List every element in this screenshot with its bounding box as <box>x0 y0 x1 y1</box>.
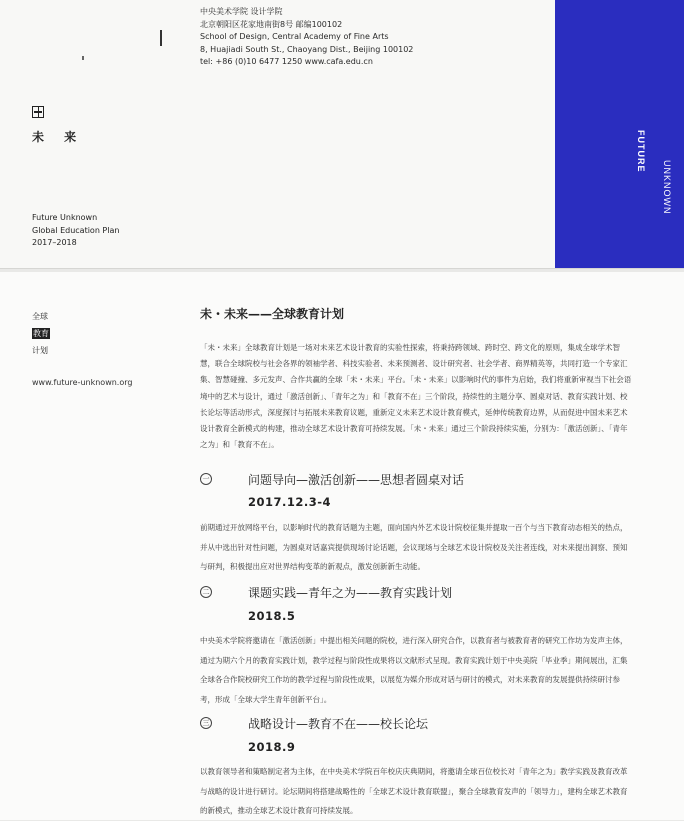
section-1-number: 一 <box>200 473 212 485</box>
scan-mark <box>160 30 162 46</box>
logo-name: 未 来 <box>32 130 85 144</box>
band-vertical-unknown: UNKNOWN <box>662 160 672 215</box>
address-en-school: School of Design, Central Academy of Fine Arts <box>200 32 389 41</box>
scan-mark <box>82 56 84 60</box>
section-2-body: 中央美术学院将邀请在「激活创新」中提出相关问题的院校，进行深入研究合作，以教育者与被教育者的研究工作坊为发声主体，通过为期六个月的教育实践计划，教学过程与阶段性成果将以文献形式呈现。教育实践计划于中央美院「毕业季」期间展出，汇集全球各合作院校研究工作坊的教学过程与阶段性成果，以展览为媒介形成对话与研讨的模式，对未来教育的发展提供持续研讨参考，形成「全球大学生青年创新平台」。 <box>200 636 628 704</box>
sidebar-line2: 教育 <box>33 329 49 338</box>
section-3-title: 战略设计—教育不在——校长论坛 <box>248 717 429 731</box>
sidebar-line1: 全球 <box>32 312 48 321</box>
section-1-title: 问题导向—激活创新——思想者圆桌对话 <box>248 473 465 487</box>
main-title: 未・未来——全球教育计划 <box>200 307 345 321</box>
sidebar-line3: 计划 <box>32 346 48 355</box>
sidebar-plan-label <box>32 308 50 359</box>
section-3-date: 2018.9 <box>248 740 296 754</box>
plan-en-line1: Future Unknown <box>32 213 98 222</box>
section-3-body: 以教育领导者和策略制定者为主体，在中央美术学院百年校庆庆典期间，将邀请全球百位校长对「青年之为」教学实践及教育改革与战略的设计进行研讨。论坛期间将搭建战略性的「全球艺术设计教育联盟」，聚合全球教育发声的「领导力」，建构全球艺术教育的新模式，推动全球艺术设计教育可持续发展。 <box>200 767 628 815</box>
band-vertical-future: FUTURE <box>636 130 646 173</box>
section-1-body: 前期通过开放网络平台，以影响时代的教育话题为主题，面向国内外艺术设计院校征集并提取一百个与当下教育动态相关的热点，并从中选出针对性问题，为圆桌对话嘉宾提供现场讨论话题，会议现场与全球艺术设计院校及关注者连线，对未来提出洞察、预知与研判，积极提出应对世界结构变革的新观点，激发创新新生动能。 <box>200 523 628 571</box>
section-2-title: 课题实践—青年之为——教育实践计划 <box>248 586 453 600</box>
plan-english-title <box>32 212 119 250</box>
website-link[interactable]: www.future-unknown.org <box>32 378 133 387</box>
plan-en-years: 2017–2018 <box>32 238 77 247</box>
address-cn-school: 中央美术学院 设计学院 <box>200 7 283 16</box>
logo-mark-icon <box>32 106 44 118</box>
section-1-date: 2017.12.3-4 <box>248 495 332 509</box>
logo <box>32 106 84 145</box>
section-2-number: 二 <box>200 586 212 598</box>
plan-en-line2: Global Education Plan <box>32 225 120 235</box>
intro-paragraph: 「未・未来」全球教育计划是一场对未来艺术设计教育的实验性探索，将秉持跨领域、跨时空、跨文化的原则，集成全球学术智慧，联合全球院校与社会各界的领袖学者、科技实验者、未来预测者、设计研究者、社会学者、商界精英等，共同打造一个专家汇集、智慧碰撞、多元发声、合作共赢的全球「未・未来」平台。「未・未来」以影响时代的事件为启始，我们将重新审视当下社会语境中的艺术与设计，通过「激活创新」、「青年之为」和「教育不在」三个阶段，持续性的主题分享、圆桌对话、教育实践计划、校长论坛等活动形式，深度探讨与拓展未来教育议题，重新定义未来艺术设计教育模式，延伸传统教育边界，从而促进中国未来艺术设计教育全新模式的构建，推动全球艺术设计教育可持续发展。「未・未来」通过三个阶段持续实施，分别为：「激活创新」、「青年之为」和「教育不在」。 <box>200 343 632 450</box>
address-block <box>200 6 413 69</box>
address-contact: tel: +86 (0)10 6477 1250 www.cafa.edu.cn <box>200 57 373 66</box>
section-3-number: 三 <box>200 717 212 729</box>
blue-band <box>555 0 684 268</box>
address-en-street: 8, Huajiadi South St., Chaoyang Dist., Beijing 100102 <box>200 44 414 54</box>
address-cn-street: 北京朝阳区花家地南街8号 邮编100102 <box>200 19 343 29</box>
section-2-date: 2018.5 <box>248 609 296 623</box>
